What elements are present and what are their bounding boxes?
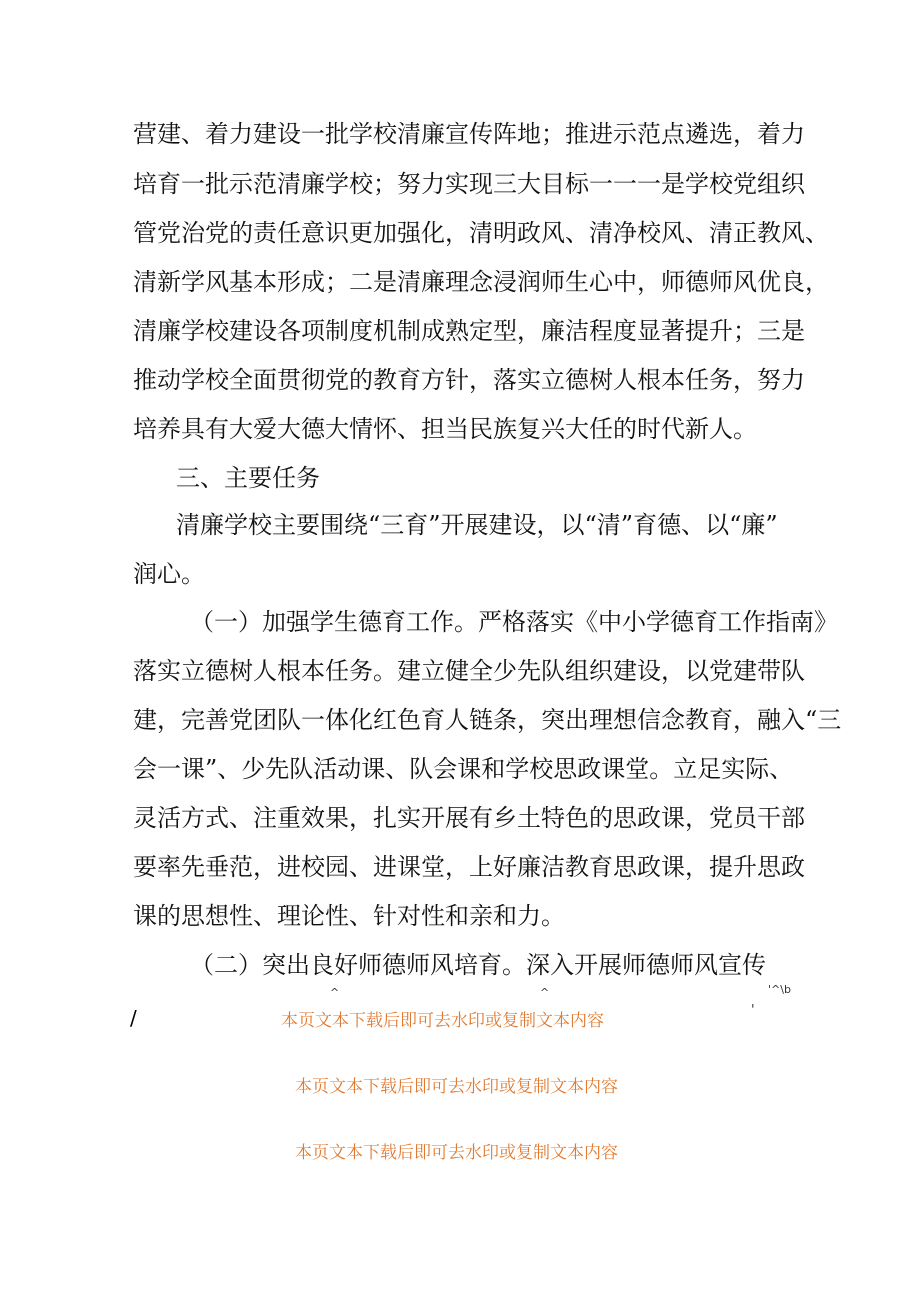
scan-mark: ' <box>751 1003 755 1018</box>
scan-mark: '^\b <box>768 983 791 996</box>
text-line: 培养具有大爱大德大情怀、担当民族复兴大任的时代新人。 <box>133 415 757 443</box>
text-line: 清廉学校建设各项制度机制成熟定型，廉洁程度显著提升；三是 <box>133 317 805 345</box>
scan-mark: ^ <box>540 986 550 999</box>
scan-mark: / <box>130 1006 137 1030</box>
text-line: 推动学校全面贯彻党的教育方针，落实立德树人根本任务，努力 <box>133 366 805 394</box>
text-line: 建，完善党团队一体化红色育人链条，突出理想信念教育，融入“三 <box>133 706 842 734</box>
text-line: 清廉学校主要围绕“三育”开展建设，以“清”育德、以“廉” <box>176 511 778 539</box>
watermark-text: 本页文本下载后即可去水印或复制文本内容 <box>295 1143 618 1163</box>
watermark-text: 本页文本下载后即可去水印或复制文本内容 <box>281 1011 604 1031</box>
text-line: （一）加强学生德育工作。严格落实《中小学德育工作指南》 <box>190 608 838 636</box>
text-line: 落实立德树人根本任务。建立健全少先队组织建设，以党建带队 <box>133 657 805 685</box>
text-line: 灵活方式、注重效果，扎实开展有乡土特色的思政课，党员干部 <box>133 804 805 832</box>
text-line-partial: （二）突出良好师德师风培育。深入开展师德师风宣传 <box>190 951 766 979</box>
text-line: 要率先垂范，进校园、进课堂，上好廉洁教育思政课，提升思政 <box>133 853 805 881</box>
text-line: 培育一批示范清廉学校；努力实现三大目标一一一是学校党组织 <box>133 170 805 198</box>
watermark-text: 本页文本下载后即可去水印或复制文本内容 <box>295 1077 618 1097</box>
scan-mark: ^ <box>330 986 340 999</box>
text-line: 营建、着力建设一批学校清廉宣传阵地；推进示范点遴选，着力 <box>133 120 805 148</box>
text-line: 润心。 <box>133 560 205 588</box>
section-heading: 三、主要任务 <box>176 464 320 492</box>
text-line: 管党治党的责任意识更加强化，清明政风、清净校风、清正教风、 <box>133 219 829 247</box>
text-line: 会一课”、少先队活动课、队会课和学校思政课堂。立足实际、 <box>133 755 794 783</box>
text-line: 课的思想性、理论性、针对性和亲和力。 <box>133 902 565 930</box>
text-line: 清新学风基本形成；二是清廉理念浸润师生心中，师德师风优良， <box>133 268 829 296</box>
